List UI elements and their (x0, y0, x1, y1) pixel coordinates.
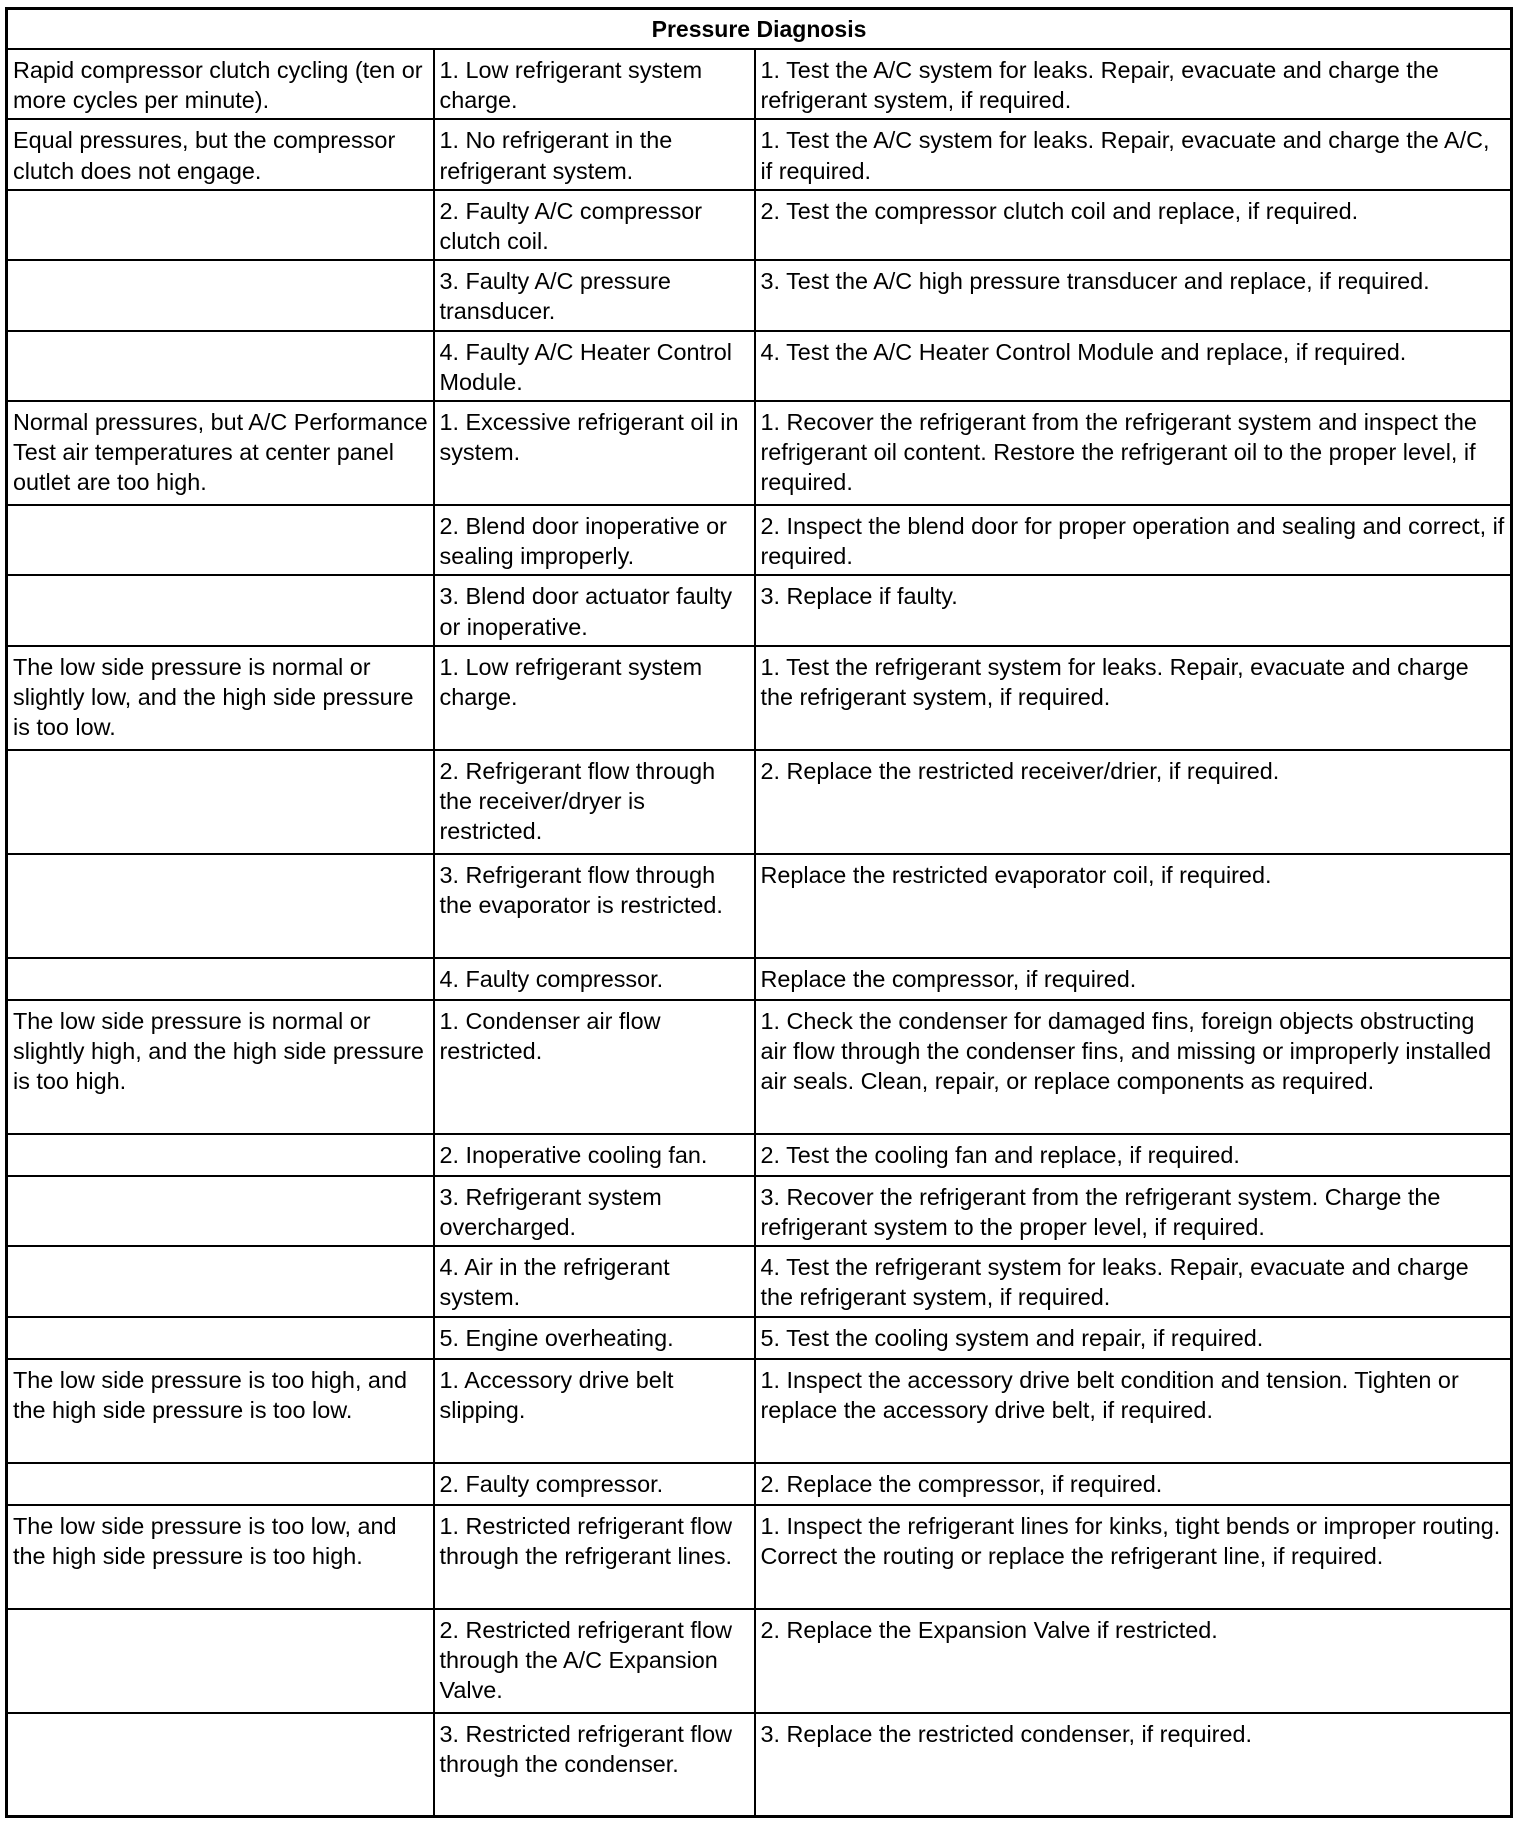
cause-cell: 1. Low refrigerant system charge. (434, 646, 755, 750)
cause-cell: 1. Condenser air flow restricted. (434, 1000, 755, 1134)
pressure-diagnosis-table (5, 7, 1513, 1818)
cause-cell: 1. Low refrigerant system charge. (434, 49, 755, 119)
condition-cell (7, 1176, 434, 1246)
correction-cell: 2. Test the compressor clutch coil and replace, if required. (755, 190, 1512, 260)
table-row (7, 49, 1512, 119)
cause-cell: 3. Restricted refrigerant flow through the condenser. (434, 1713, 755, 1817)
correction-cell: 1. Inspect the refrigerant lines for kinks, tight bends or improper routing. Correct the routing or replace the refrigerant line, if required. (755, 1505, 1512, 1609)
table-row (7, 1505, 1512, 1609)
table-row (7, 1134, 1512, 1176)
cause-cell: 4. Faulty compressor. (434, 958, 755, 1000)
cause-cell: 4. Faulty A/C Heater Control Module. (434, 331, 755, 401)
condition-cell (7, 575, 434, 645)
table-row (7, 646, 1512, 750)
cause-cell: 2. Restricted refrigerant flow through the A/C Expansion Valve. (434, 1609, 755, 1713)
table-title-row (7, 9, 1512, 50)
table-row (7, 260, 1512, 330)
correction-cell: 3. Replace if faulty. (755, 575, 1512, 645)
cause-cell: 3. Refrigerant flow through the evaporator is restricted. (434, 854, 755, 958)
condition-cell (7, 1463, 434, 1505)
correction-cell: 1. Test the refrigerant system for leaks. Repair, evacuate and charge the refrigerant system, if required. (755, 646, 1512, 750)
cause-cell: 3. Faulty A/C pressure transducer. (434, 260, 755, 330)
correction-cell: 2. Replace the compressor, if required. (755, 1463, 1512, 1505)
condition-cell (7, 331, 434, 401)
condition-cell (7, 1246, 434, 1316)
table-row (7, 505, 1512, 575)
condition-cell (7, 505, 434, 575)
table-row (7, 1359, 1512, 1463)
table-row (7, 1463, 1512, 1505)
condition-cell: Normal pressures, but A/C Performance Test air temperatures at center panel outlet are too high. (7, 401, 434, 505)
correction-cell: 4. Test the refrigerant system for leaks. Repair, evacuate and charge the refrigerant system, if required. (755, 1246, 1512, 1316)
condition-cell (7, 1134, 434, 1176)
condition-cell (7, 958, 434, 1000)
correction-cell: 1. Recover the refrigerant from the refrigerant system and inspect the refrigerant oil content. Restore the refrigerant oil to the proper level, if required. (755, 401, 1512, 505)
cause-cell: 2. Faulty A/C compressor clutch coil. (434, 190, 755, 260)
correction-cell: 3. Replace the restricted condenser, if required. (755, 1713, 1512, 1817)
table-row (7, 958, 1512, 1000)
cause-cell: 2. Inoperative cooling fan. (434, 1134, 755, 1176)
correction-cell: Replace the compressor, if required. (755, 958, 1512, 1000)
condition-cell (7, 1317, 434, 1359)
correction-cell: 1. Inspect the accessory drive belt condition and tension. Tighten or replace the accessory drive belt, if required. (755, 1359, 1512, 1463)
correction-cell: 4. Test the A/C Heater Control Module and replace, if required. (755, 331, 1512, 401)
correction-cell: 5. Test the cooling system and repair, if required. (755, 1317, 1512, 1359)
table-row (7, 401, 1512, 505)
table-row (7, 190, 1512, 260)
correction-cell: 2. Replace the Expansion Valve if restricted. (755, 1609, 1512, 1713)
correction-cell: 1. Check the condenser for damaged fins, foreign objects obstructing air flow through the condenser fins, and missing or improperly installed air seals. Clean, repair, or replace components as required. (755, 1000, 1512, 1134)
condition-cell (7, 854, 434, 958)
table-row (7, 1000, 1512, 1134)
correction-cell: 3. Recover the refrigerant from the refrigerant system. Charge the refrigerant system to the proper level, if required. (755, 1176, 1512, 1246)
correction-cell: 2. Inspect the blend door for proper operation and sealing and correct, if required. (755, 505, 1512, 575)
table-row (7, 575, 1512, 645)
cause-cell: 1. Accessory drive belt slipping. (434, 1359, 755, 1463)
cause-cell: 2. Faulty compressor. (434, 1463, 755, 1505)
table-row (7, 1713, 1512, 1817)
correction-cell: 1. Test the A/C system for leaks. Repair, evacuate and charge the refrigerant system, if required. (755, 49, 1512, 119)
cause-cell: 4. Air in the refrigerant system. (434, 1246, 755, 1316)
table-row (7, 854, 1512, 958)
correction-cell: 1. Test the A/C system for leaks. Repair, evacuate and charge the A/C, if required. (755, 119, 1512, 189)
correction-cell: 2. Test the cooling fan and replace, if required. (755, 1134, 1512, 1176)
condition-cell (7, 190, 434, 260)
cause-cell: 1. Excessive refrigerant oil in system. (434, 401, 755, 505)
cause-cell: 2. Refrigerant flow through the receiver/dryer is restricted. (434, 750, 755, 854)
condition-cell (7, 1609, 434, 1713)
correction-cell: Replace the restricted evaporator coil, if required. (755, 854, 1512, 958)
cause-cell: 1. No refrigerant in the refrigerant system. (434, 119, 755, 189)
condition-cell: Rapid compressor clutch cycling (ten or more cycles per minute). (7, 49, 434, 119)
condition-cell (7, 750, 434, 854)
condition-cell: The low side pressure is too high, and the high side pressure is too low. (7, 1359, 434, 1463)
table-row (7, 1246, 1512, 1316)
condition-cell: The low side pressure is too low, and the high side pressure is too high. (7, 1505, 434, 1609)
cause-cell: 5. Engine overheating. (434, 1317, 755, 1359)
correction-cell: 3. Test the A/C high pressure transducer and replace, if required. (755, 260, 1512, 330)
table-row (7, 1176, 1512, 1246)
table-row (7, 1609, 1512, 1713)
table-title: Pressure Diagnosis (7, 9, 1512, 50)
table-row (7, 750, 1512, 854)
table-row (7, 331, 1512, 401)
cause-cell: 1. Restricted refrigerant flow through the refrigerant lines. (434, 1505, 755, 1609)
condition-cell: Equal pressures, but the compressor clutch does not engage. (7, 119, 434, 189)
cause-cell: 3. Refrigerant system overcharged. (434, 1176, 755, 1246)
correction-cell: 2. Replace the restricted receiver/drier, if required. (755, 750, 1512, 854)
cause-cell: 3. Blend door actuator faulty or inoperative. (434, 575, 755, 645)
table-row (7, 1317, 1512, 1359)
cause-cell: 2. Blend door inoperative or sealing improperly. (434, 505, 755, 575)
table-row (7, 119, 1512, 189)
condition-cell: The low side pressure is normal or slightly low, and the high side pressure is too low. (7, 646, 434, 750)
condition-cell: The low side pressure is normal or slightly high, and the high side pressure is too high. (7, 1000, 434, 1134)
condition-cell (7, 260, 434, 330)
condition-cell (7, 1713, 434, 1817)
